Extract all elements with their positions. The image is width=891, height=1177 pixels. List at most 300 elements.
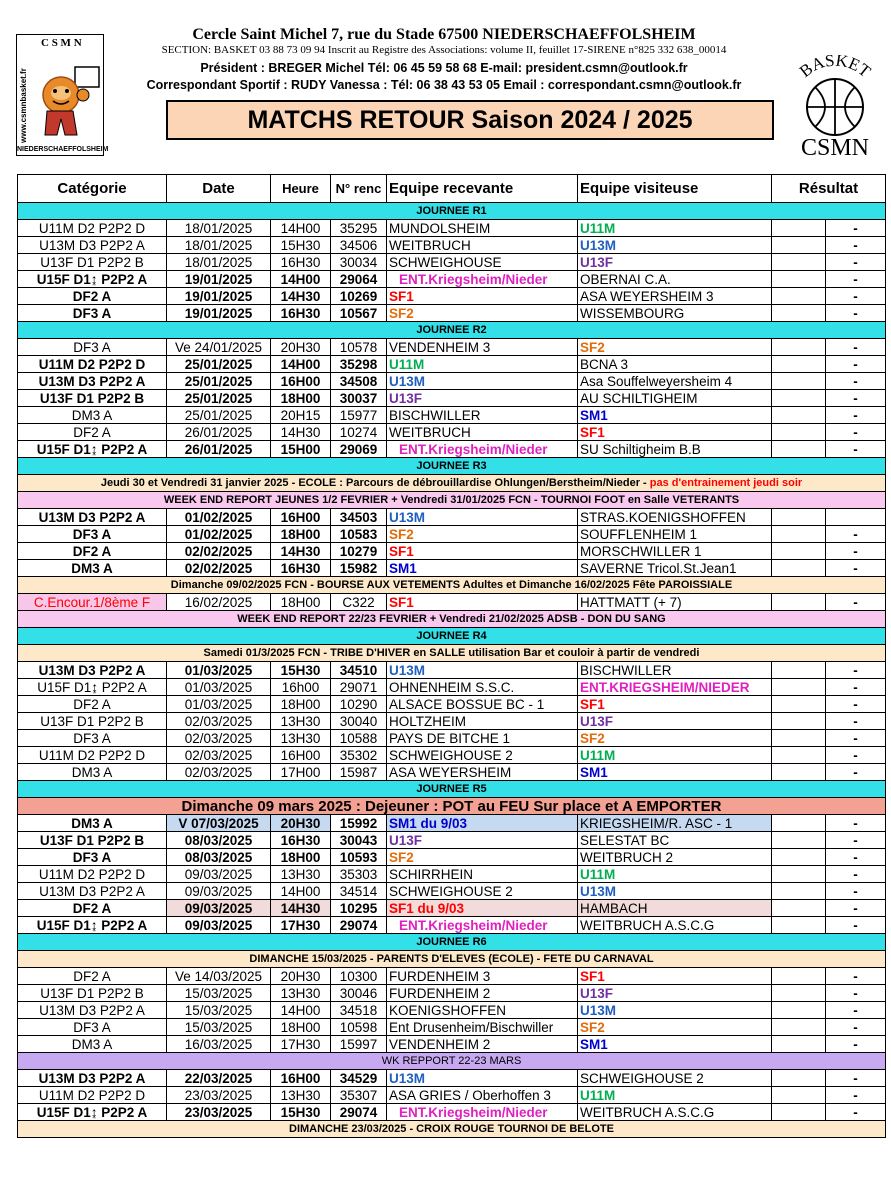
match-time: 14H00 (271, 883, 331, 900)
score-result: - (826, 407, 886, 424)
report-note (18, 1053, 886, 1070)
match-row (18, 832, 886, 849)
score-home (772, 1019, 826, 1036)
score-home (772, 985, 826, 1002)
away-team-name: ENT.KRIEGSHEIM/NIEDER (580, 679, 750, 695)
col-equipe-visiteuse: Equipe visiteuse (578, 175, 772, 203)
match-date: 26/01/2025 (167, 424, 271, 441)
match-category: DF3 A (18, 339, 167, 356)
match-row (18, 730, 886, 747)
match-row (18, 747, 886, 764)
journee-header-text: JOURNEE R3 (416, 459, 487, 472)
home-team-name: ASA GRIES / Oberhoffen 3 (389, 1087, 551, 1103)
home-team (387, 1036, 578, 1053)
event-banner-text: Dimanche 09 mars 2025 : Dejeuner : POT au FEU Sur place et A EMPORTER (181, 797, 722, 815)
home-team (387, 866, 578, 883)
home-team-name: U13M (389, 662, 426, 678)
match-row (18, 713, 886, 730)
table-header-row (18, 175, 886, 203)
score-result: - (826, 560, 886, 577)
home-team-name: SF1 du 9/03 (389, 900, 465, 916)
match-time: 16H00 (271, 747, 331, 764)
match-row (18, 849, 886, 866)
match-date: 08/03/2025 (167, 849, 271, 866)
score-home (772, 764, 826, 781)
match-date: 23/03/2025 (167, 1087, 271, 1104)
home-team-name: VENDENHEIM 3 (389, 339, 491, 355)
home-team-name: SF1 (389, 288, 414, 304)
away-team-name: SOUFFLENHEIM 1 (580, 526, 698, 542)
match-category: U11M D2 P2P2 D (18, 747, 167, 764)
score-home (772, 747, 826, 764)
match-category: U13F D1 P2P2 B (18, 832, 167, 849)
home-team (387, 356, 578, 373)
match-category: U13M D3 P2P2 A (18, 509, 167, 526)
home-team (387, 407, 578, 424)
score-result: - (826, 237, 886, 254)
match-number: 35298 (331, 356, 387, 373)
match-row (18, 696, 886, 713)
score-result: - (826, 424, 886, 441)
match-date: 02/03/2025 (167, 713, 271, 730)
away-team (578, 730, 772, 747)
journee-header-row (18, 458, 886, 475)
home-team (387, 373, 578, 390)
match-category: U13F D1 P2P2 B (18, 390, 167, 407)
journee-header-text: JOURNEE R1 (416, 204, 487, 217)
match-time: 13H30 (271, 985, 331, 1002)
score-result: - (826, 985, 886, 1002)
match-time: 18H00 (271, 1019, 331, 1036)
score-home (772, 509, 826, 526)
away-team-name: SCHWEIGHOUSE 2 (580, 1070, 704, 1086)
schedule-body (18, 203, 886, 1138)
match-time: 13H30 (271, 713, 331, 730)
score-result: - (826, 1070, 886, 1087)
home-team-name: ALSACE BOSSUE BC - 1 (389, 696, 545, 712)
match-category: U13F D1 P2P2 B (18, 985, 167, 1002)
match-row (18, 764, 886, 781)
journee-header-row (18, 322, 886, 339)
match-date: 25/01/2025 (167, 407, 271, 424)
journee-header-text: JOURNEE R6 (416, 935, 487, 948)
home-team-name: ENT.Kriegsheim/Nieder (399, 917, 548, 933)
score-home (772, 832, 826, 849)
home-team (387, 713, 578, 730)
home-team (387, 560, 578, 577)
match-number: C322 (331, 594, 387, 611)
score-result: - (826, 764, 886, 781)
match-date: 01/03/2025 (167, 679, 271, 696)
home-team (387, 968, 578, 985)
match-row (18, 288, 886, 305)
home-team (387, 1087, 578, 1104)
away-team (578, 373, 772, 390)
match-row (18, 815, 886, 832)
score-result: - (826, 713, 886, 730)
match-time: 14H30 (271, 900, 331, 917)
match-date: 02/02/2025 (167, 560, 271, 577)
match-number: 15997 (331, 1036, 387, 1053)
match-date: 09/03/2025 (167, 866, 271, 883)
home-team (387, 730, 578, 747)
event-note-row (18, 611, 886, 628)
basketball-player-icon (17, 35, 109, 155)
journee-header-text: JOURNEE R2 (416, 323, 487, 336)
match-time: 16H30 (271, 254, 331, 271)
score-home (772, 815, 826, 832)
away-team-name: U11M (580, 1087, 616, 1103)
match-category: DF3 A (18, 305, 167, 322)
col-equipe-recevante: Equipe recevante (387, 175, 578, 203)
match-category: DF2 A (18, 968, 167, 985)
score-result: - (826, 883, 886, 900)
away-team (578, 900, 772, 917)
score-home (772, 441, 826, 458)
home-team (387, 288, 578, 305)
home-team-name: FURDENHEIM 3 (389, 968, 491, 984)
score-home (772, 1002, 826, 1019)
score-result: - (826, 815, 886, 832)
home-team-name: U13M (389, 1070, 426, 1086)
match-number: 10274 (331, 424, 387, 441)
score-home (772, 1104, 826, 1121)
home-team-name: SF2 (389, 305, 414, 321)
match-date: 01/02/2025 (167, 526, 271, 543)
score-result: - (826, 373, 886, 390)
journee-header (18, 203, 886, 220)
match-date: 08/03/2025 (167, 832, 271, 849)
match-time: 20H30 (271, 815, 331, 832)
away-team (578, 288, 772, 305)
match-date: 15/03/2025 (167, 985, 271, 1002)
score-home (772, 679, 826, 696)
away-team (578, 271, 772, 288)
away-team-name: SF1 (580, 968, 605, 984)
away-team (578, 866, 772, 883)
score-result: - (826, 866, 886, 883)
score-result: - (826, 747, 886, 764)
match-row (18, 254, 886, 271)
match-category: DF3 A (18, 730, 167, 747)
away-team (578, 560, 772, 577)
match-category: U13M D3 P2P2 A (18, 373, 167, 390)
home-team-name: U13F (389, 390, 423, 406)
away-team-name: STRAS.KOENIGSHOFFEN (580, 509, 746, 525)
away-team-name: SF2 (580, 339, 605, 355)
home-team (387, 832, 578, 849)
match-category: DF3 A (18, 849, 167, 866)
away-team (578, 849, 772, 866)
match-number: 10279 (331, 543, 387, 560)
match-row (18, 662, 886, 679)
home-team (387, 509, 578, 526)
home-team-name: OHNENHEIM S.S.C. (389, 679, 515, 695)
score-result: - (826, 1002, 886, 1019)
match-category: U13M D3 P2P2 A (18, 237, 167, 254)
away-team-name: AU SCHILTIGHEIM (580, 390, 698, 406)
away-team (578, 713, 772, 730)
event-note (18, 611, 886, 628)
score-home (772, 866, 826, 883)
match-time: 17H30 (271, 917, 331, 934)
match-row (18, 560, 886, 577)
away-team-name: BCNA 3 (580, 356, 629, 372)
match-category: U15F D1↨ P2P2 A (18, 441, 167, 458)
home-team-name: SM1 (389, 560, 417, 576)
match-date: 18/01/2025 (167, 254, 271, 271)
match-time: 17H30 (271, 1036, 331, 1053)
away-team (578, 390, 772, 407)
match-time: 14H00 (271, 356, 331, 373)
home-team (387, 441, 578, 458)
match-number: 10295 (331, 900, 387, 917)
home-team (387, 305, 578, 322)
away-team (578, 1070, 772, 1087)
score-home (772, 271, 826, 288)
correspondent-contact-line: Correspondant Sportif : RUDY Vanessa : Tél: 06 38 43 53 05 Email : correspondant.csmn@outlook.fr (146, 78, 742, 92)
match-row (18, 900, 886, 917)
event-note-row (18, 951, 886, 968)
home-team-name: U13F (389, 832, 423, 848)
match-row (18, 373, 886, 390)
score-home (772, 594, 826, 611)
match-time: 20H15 (271, 407, 331, 424)
match-category: DF3 A (18, 1019, 167, 1036)
home-team-name: Ent Drusenheim/Bischwiller (389, 1019, 554, 1035)
match-category: DM3 A (18, 560, 167, 577)
home-team (387, 815, 578, 832)
match-number: 29074 (331, 1104, 387, 1121)
away-team-name: SM1 (580, 1036, 608, 1052)
match-category: U11M D2 P2P2 D (18, 1087, 167, 1104)
event-banner (18, 798, 886, 815)
match-date: 25/01/2025 (167, 390, 271, 407)
home-team (387, 883, 578, 900)
home-team-name: SM1 du 9/03 (389, 815, 468, 831)
home-team (387, 526, 578, 543)
match-date: 26/01/2025 (167, 441, 271, 458)
match-date: Ve 24/01/2025 (167, 339, 271, 356)
away-team-name: U11M (580, 747, 616, 763)
away-team-name: SELESTAT BC (580, 832, 670, 848)
score-result: - (826, 1087, 886, 1104)
score-home (772, 662, 826, 679)
club-address-line: Cercle Saint Michel 7, rue du Stade 67500 NIEDERSCHAEFFOLSHEIM (192, 26, 696, 43)
match-time: 18H00 (271, 849, 331, 866)
match-row (18, 1104, 886, 1121)
match-row (18, 356, 886, 373)
match-date: 02/03/2025 (167, 730, 271, 747)
away-team-name: ASA WEYERSHEIM 3 (580, 288, 714, 304)
match-time: 14H00 (271, 271, 331, 288)
match-category: DF3 A (18, 526, 167, 543)
match-date: 23/03/2025 (167, 1104, 271, 1121)
match-category: DF2 A (18, 900, 167, 917)
col-date: Date (167, 175, 271, 203)
match-category: DF2 A (18, 696, 167, 713)
event-note (18, 475, 886, 492)
club-logo-right (785, 55, 885, 165)
home-team-name: WEITBRUCH (389, 237, 471, 253)
journee-header (18, 781, 886, 798)
score-home (772, 237, 826, 254)
away-team (578, 968, 772, 985)
match-number: 35302 (331, 747, 387, 764)
col-heure: Heure (271, 175, 331, 203)
match-number: 34510 (331, 662, 387, 679)
match-number: 10583 (331, 526, 387, 543)
match-time: 14H30 (271, 543, 331, 560)
home-team (387, 271, 578, 288)
match-date: 02/03/2025 (167, 764, 271, 781)
match-date: 15/03/2025 (167, 1019, 271, 1036)
match-date: 25/01/2025 (167, 373, 271, 390)
away-team-name: U11M (580, 220, 616, 236)
away-team-name: WEITBRUCH A.S.C.G (580, 1104, 715, 1120)
match-number: 10300 (331, 968, 387, 985)
match-row (18, 424, 886, 441)
score-result: - (826, 339, 886, 356)
home-team (387, 1019, 578, 1036)
match-date: 02/02/2025 (167, 543, 271, 560)
home-team (387, 594, 578, 611)
score-home (772, 356, 826, 373)
away-team-name: U13M (580, 883, 617, 899)
match-time: 15H00 (271, 441, 331, 458)
page-title: MATCHS RETOUR Saison 2024 / 2025 (166, 100, 774, 140)
away-team-name: U13F (580, 713, 614, 729)
away-team-name: SF1 (580, 696, 605, 712)
score-result: - (826, 1036, 886, 1053)
score-result: - (826, 356, 886, 373)
match-row (18, 968, 886, 985)
home-team-name: PAYS DE BITCHE 1 (389, 730, 511, 746)
match-number: 34503 (331, 509, 387, 526)
match-time: 18H00 (271, 696, 331, 713)
journee-header-text: JOURNEE R5 (416, 782, 487, 795)
home-team-name: SCHWEIGHOUSE (389, 254, 502, 270)
match-date: 22/03/2025 (167, 1070, 271, 1087)
match-category: U15F D1↨ P2P2 A (18, 679, 167, 696)
away-team-name: WEITBRUCH A.S.C.G (580, 917, 715, 933)
score-home (772, 883, 826, 900)
match-time: 18H00 (271, 390, 331, 407)
match-row (18, 1087, 886, 1104)
match-row (18, 220, 886, 237)
match-date: 25/01/2025 (167, 356, 271, 373)
logo-csmn-big: CSMN (800, 135, 870, 161)
away-team-name: SF2 (580, 1019, 605, 1035)
match-time: 17H00 (271, 764, 331, 781)
score-result: - (826, 1104, 886, 1121)
match-row (18, 526, 886, 543)
match-category: U13M D3 P2P2 A (18, 1070, 167, 1087)
score-home (772, 730, 826, 747)
away-team (578, 254, 772, 271)
away-team (578, 441, 772, 458)
away-team (578, 1104, 772, 1121)
away-team (578, 917, 772, 934)
match-number: 15987 (331, 764, 387, 781)
score-home (772, 254, 826, 271)
match-category: U13F D1 P2P2 B (18, 713, 167, 730)
score-result: - (826, 917, 886, 934)
match-time: 15H30 (271, 237, 331, 254)
away-team (578, 764, 772, 781)
score-result: - (826, 288, 886, 305)
away-team (578, 424, 772, 441)
match-number: 29071 (331, 679, 387, 696)
match-category: DM3 A (18, 764, 167, 781)
match-time: 16H30 (271, 832, 331, 849)
match-row (18, 1070, 886, 1087)
home-team-name: FURDENHEIM 2 (389, 985, 491, 1001)
match-time: 13H30 (271, 730, 331, 747)
match-row (18, 917, 886, 934)
match-number: 30034 (331, 254, 387, 271)
match-row (18, 543, 886, 560)
away-team-name: SF2 (580, 730, 605, 746)
match-row (18, 271, 886, 288)
home-team-name: SCHIRRHEIN (389, 866, 474, 882)
match-number: 30037 (331, 390, 387, 407)
match-time: 16H00 (271, 1070, 331, 1087)
away-team-name: SM1 (580, 407, 608, 423)
away-team (578, 305, 772, 322)
match-date: 01/03/2025 (167, 696, 271, 713)
match-date: Ve 14/03/2025 (167, 968, 271, 985)
event-note-row (18, 492, 886, 509)
home-team-name: VENDENHEIM 2 (389, 1036, 491, 1052)
match-row (18, 1002, 886, 1019)
score-result: - (826, 220, 886, 237)
match-date: 09/03/2025 (167, 900, 271, 917)
home-team-name: SCHWEIGHOUSE 2 (389, 883, 513, 899)
home-team-name: ENT.Kriegsheim/Nieder (399, 1104, 548, 1120)
match-row (18, 305, 886, 322)
logo-csmn-text: C S M N (41, 37, 82, 49)
score-result: - (826, 305, 886, 322)
match-time: 18H00 (271, 594, 331, 611)
score-result: - (826, 594, 886, 611)
journee-header-row (18, 203, 886, 220)
away-team (578, 1087, 772, 1104)
journee-header-row (18, 781, 886, 798)
home-team-name: ASA WEYERSHEIM (389, 764, 512, 780)
away-team (578, 679, 772, 696)
score-result (826, 509, 886, 526)
score-result: - (826, 730, 886, 747)
home-team (387, 1104, 578, 1121)
match-time: 14H30 (271, 424, 331, 441)
event-note-text: WEEK END REPORT JEUNES 1/2 FEVRIER + Vendredi 31/01/2025 FCN - TOURNOI FOOT en Salle VETERANTS (163, 493, 740, 506)
match-row (18, 339, 886, 356)
home-team (387, 220, 578, 237)
event-note (18, 645, 886, 662)
match-time: 20H30 (271, 968, 331, 985)
journee-header (18, 322, 886, 339)
logo-village-text: NIEDERSCHAEFFOLSHEIM (17, 146, 109, 153)
away-team (578, 356, 772, 373)
away-team (578, 1036, 772, 1053)
event-note (18, 951, 886, 968)
away-team-name: KRIEGSHEIM/R. ASC - 1 (580, 815, 733, 831)
score-result: - (826, 900, 886, 917)
match-row (18, 866, 886, 883)
away-team-name: U13F (580, 985, 614, 1001)
score-home (772, 305, 826, 322)
